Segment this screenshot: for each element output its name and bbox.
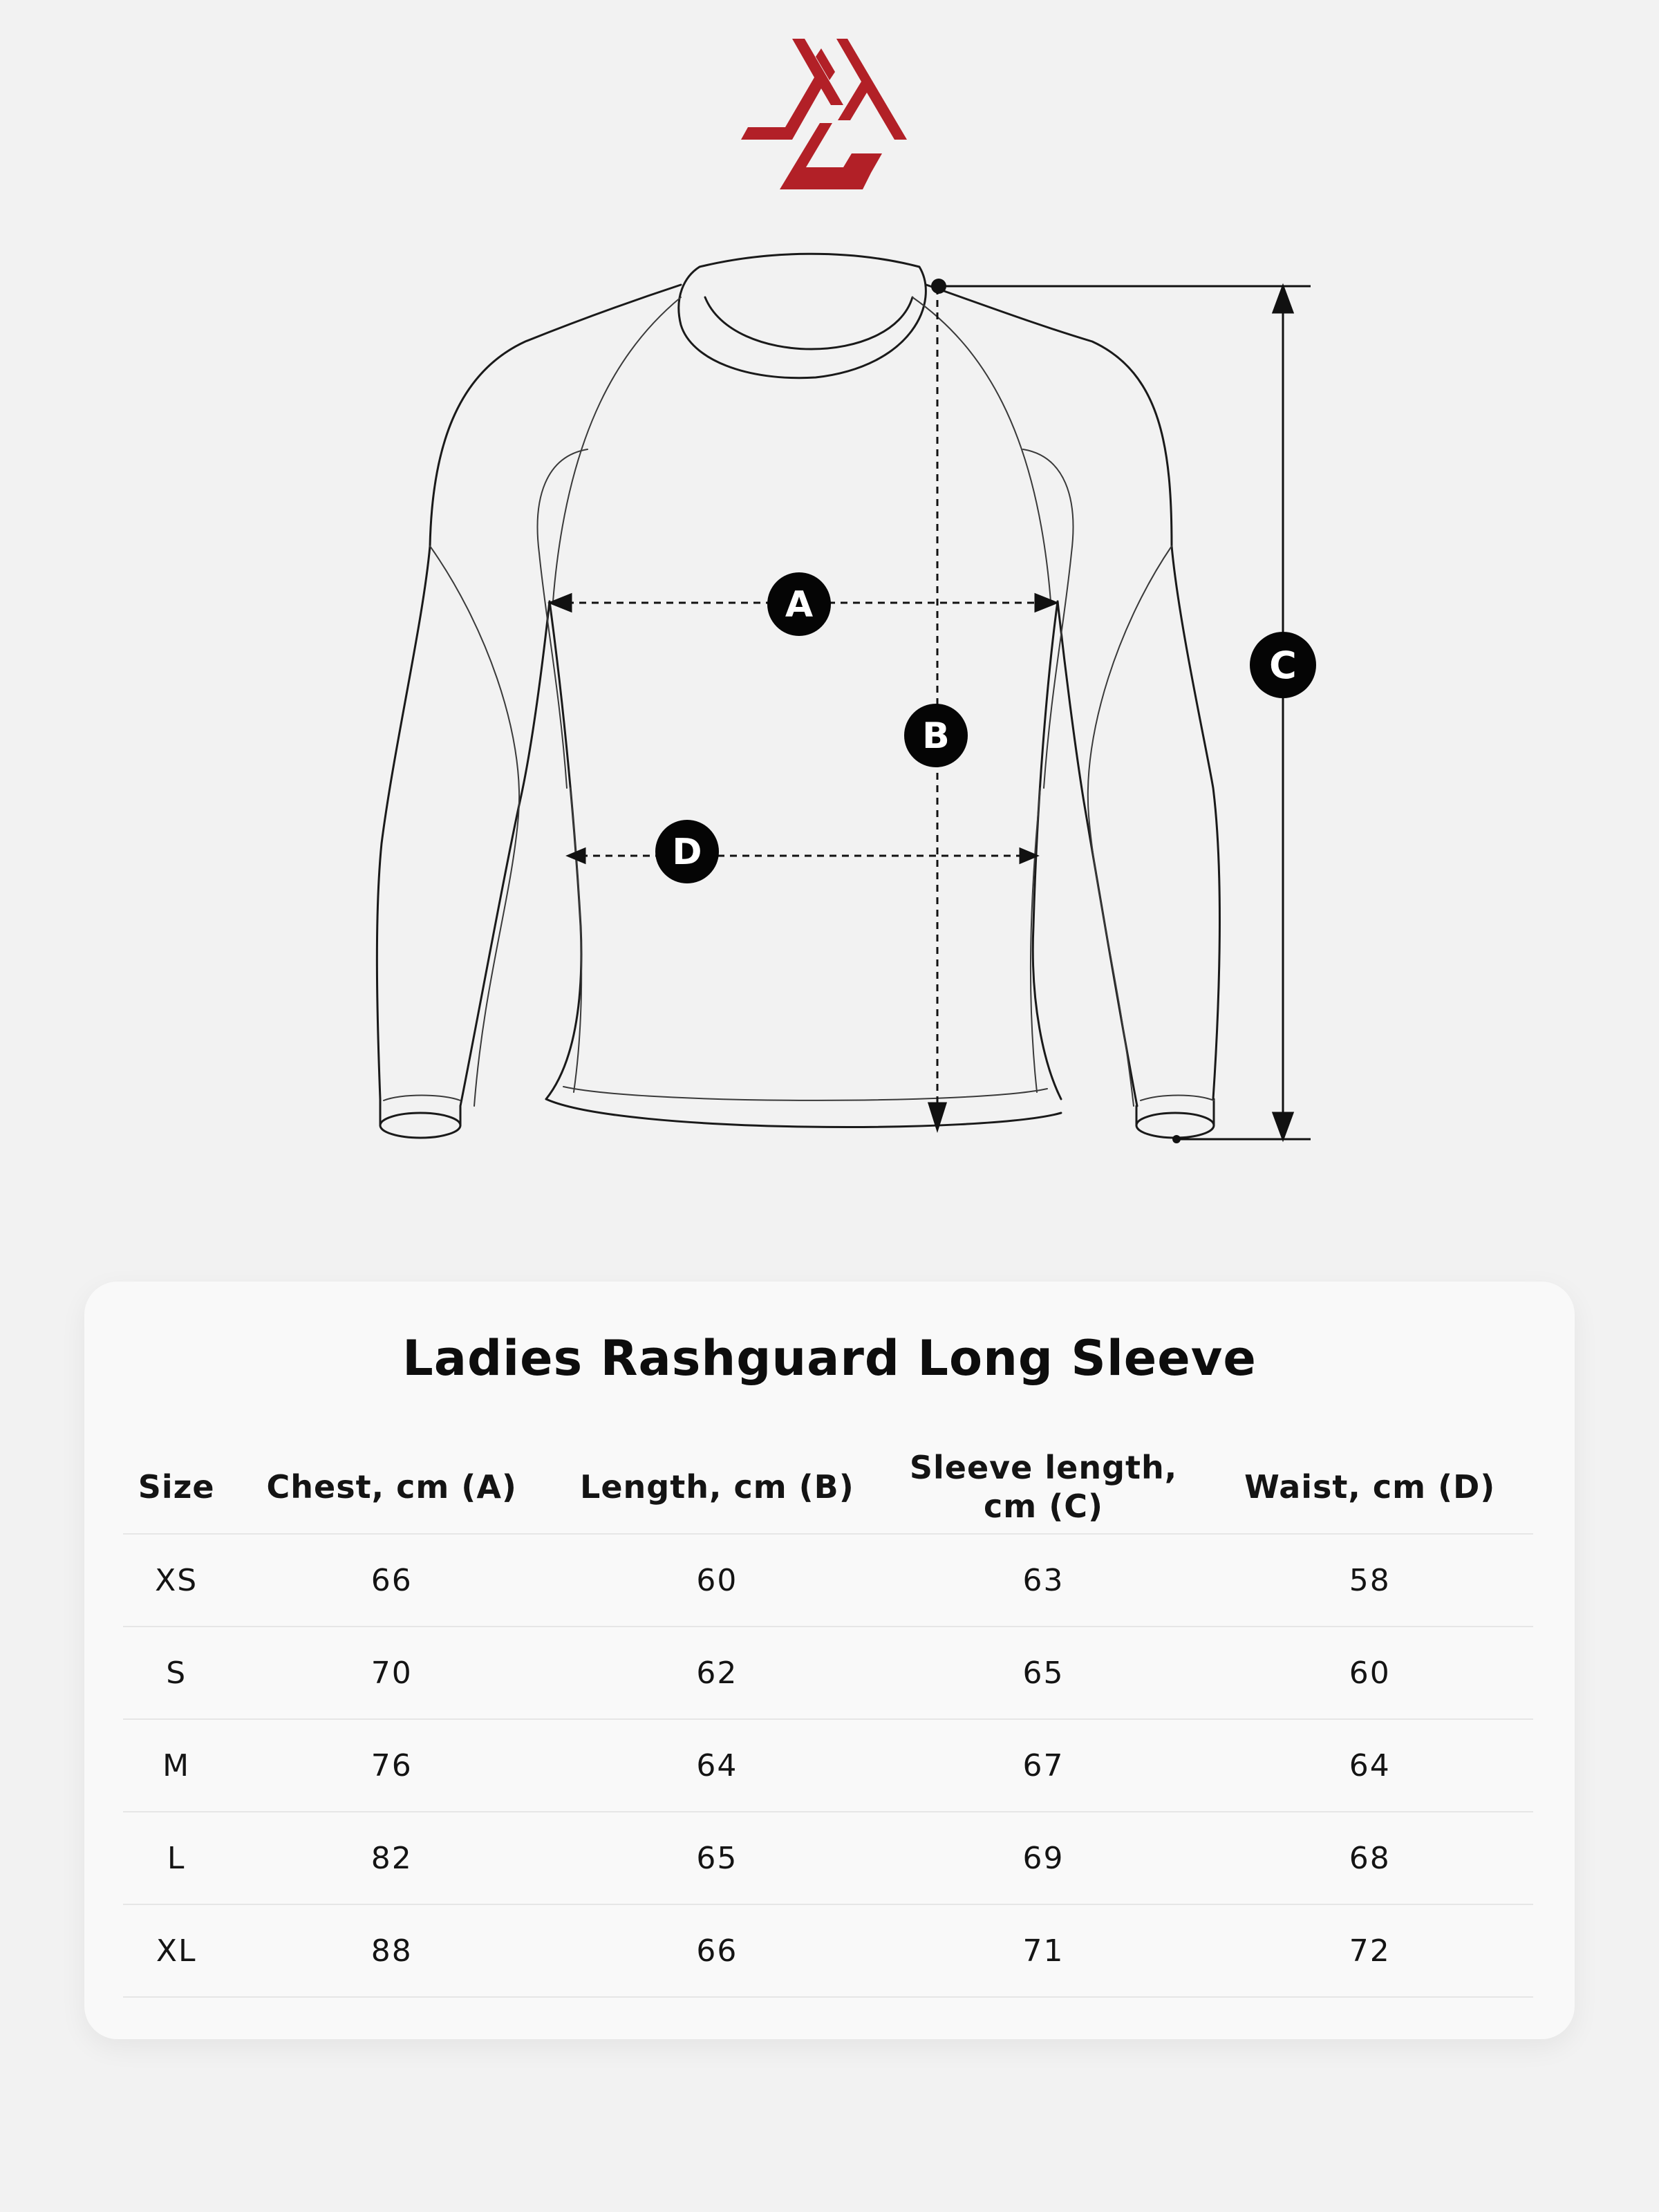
cell-size: S bbox=[123, 1627, 229, 1719]
cell-chest: 66 bbox=[229, 1534, 554, 1627]
cell-sleeve: 71 bbox=[881, 1904, 1207, 1997]
cell-sleeve: 65 bbox=[881, 1627, 1207, 1719]
cell-size: XS bbox=[123, 1534, 229, 1627]
svg-text:B: B bbox=[922, 715, 950, 757]
header-sleeve-line2: cm (C) bbox=[984, 1488, 1104, 1525]
svg-text:D: D bbox=[672, 832, 702, 873]
cell-size: XL bbox=[123, 1904, 229, 1997]
cell-sleeve: 63 bbox=[881, 1534, 1207, 1627]
marker-a bbox=[767, 572, 831, 636]
cell-length: 60 bbox=[554, 1534, 880, 1627]
marker-c bbox=[1250, 632, 1316, 698]
cell-chest: 82 bbox=[229, 1812, 554, 1904]
table-row bbox=[123, 1719, 1533, 1812]
svg-text:A: A bbox=[785, 584, 814, 626]
cell-waist: 58 bbox=[1206, 1534, 1533, 1627]
table-row bbox=[123, 1812, 1533, 1904]
marker-b bbox=[904, 704, 968, 767]
cell-waist: 64 bbox=[1206, 1719, 1533, 1812]
cell-waist: 60 bbox=[1206, 1627, 1533, 1719]
cell-length: 65 bbox=[554, 1812, 880, 1904]
size-chart-card bbox=[84, 1282, 1575, 2039]
cell-sleeve: 69 bbox=[881, 1812, 1207, 1904]
cell-chest: 70 bbox=[229, 1627, 554, 1719]
cell-waist: 72 bbox=[1206, 1904, 1533, 1997]
cell-chest: 76 bbox=[229, 1719, 554, 1812]
header-size: Size bbox=[123, 1441, 229, 1534]
header-chest: Chest, cm (A) bbox=[229, 1441, 554, 1534]
cell-length: 64 bbox=[554, 1719, 880, 1812]
size-chart-table bbox=[123, 1441, 1533, 1998]
cell-length: 62 bbox=[554, 1627, 880, 1719]
header-waist: Waist, cm (D) bbox=[1206, 1441, 1533, 1534]
table-row bbox=[123, 1627, 1533, 1719]
table-row bbox=[123, 1534, 1533, 1627]
size-chart-title: Ladies Rashguard Long Sleeve bbox=[402, 1330, 1257, 1387]
header-length: Length, cm (B) bbox=[554, 1441, 880, 1534]
svg-text:C: C bbox=[1269, 644, 1297, 687]
header-sleeve-length bbox=[881, 1441, 1207, 1534]
header-sleeve-line1: Sleeve length, bbox=[909, 1449, 1178, 1486]
table-row bbox=[123, 1904, 1533, 1997]
cell-chest: 88 bbox=[229, 1904, 554, 1997]
table-header-row bbox=[123, 1441, 1533, 1534]
cell-size: L bbox=[123, 1812, 229, 1904]
cell-length: 66 bbox=[554, 1904, 880, 1997]
cell-size: M bbox=[123, 1719, 229, 1812]
marker-d bbox=[655, 820, 719, 883]
cell-sleeve: 67 bbox=[881, 1719, 1207, 1812]
cell-waist: 68 bbox=[1206, 1812, 1533, 1904]
